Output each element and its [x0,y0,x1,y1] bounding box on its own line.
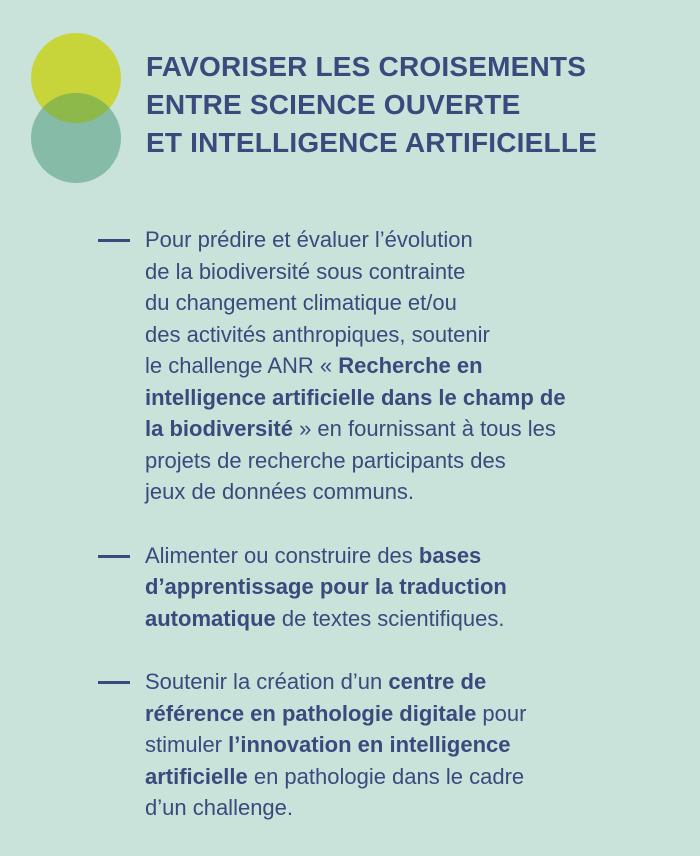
text-line [145,413,668,445]
text-segment: stimuler [145,732,229,757]
bold-segment: intelligence artificielle dans le champ de [145,384,566,410]
text-line [145,761,668,793]
bold-segment: centre de [388,669,487,694]
text-segment: pour [476,700,527,726]
dash-bullet-icon [98,555,130,558]
text-line: de la biodiversité sous contrainte [145,258,466,284]
title-line-2: ENTRE SCIENCE OUVERTE [146,89,521,120]
text-line: d’un challenge. [145,795,294,820]
list-item-translation [98,540,668,635]
dash-bullet-icon [98,681,130,684]
text-segment: Alimenter ou construire des [145,542,419,568]
text-line [145,382,668,414]
list-item-pathology [98,666,668,824]
title-line-3: ET INTELLIGENCE ARTIFICIELLE [146,127,598,158]
text-line [145,571,668,603]
list-item-biodiversity [98,224,668,508]
text-line [145,603,668,635]
text-line [145,666,668,698]
page-title [146,48,597,162]
bold-segment: automatique [145,605,276,631]
text-line: des activités anthropiques, soutenir [145,321,490,347]
text-segment: Soutenir la création d’un [145,669,389,694]
decorative-circles [31,33,126,183]
bold-segment: l’innovation en intelligence [228,732,511,757]
text-line: jeux de données communs. [145,479,415,504]
bold-segment: la biodiversité [145,416,293,441]
bold-segment: artificielle [145,763,248,789]
text-line [145,729,668,761]
text-line [145,540,668,572]
bold-segment: Recherche en [338,353,483,378]
text-line [145,698,668,730]
bold-segment: d’apprentissage pour la traduction [145,574,507,599]
dash-bullet-icon [98,239,130,242]
text-line: projets de recherche participants des [145,447,506,473]
text-line [145,350,668,382]
bold-segment: bases [418,542,482,568]
text-segment: de textes scientifiques. [275,605,505,631]
bullet-list [98,224,668,856]
bold-segment: référence en pathologie digitale [145,700,477,726]
text-line: Pour prédire et évaluer l’évolution [145,227,473,252]
text-segment: en pathologie dans le cadre [247,763,525,789]
text-line: du changement climatique et/ou [145,290,457,315]
text-segment: le challenge ANR « [145,353,339,378]
title-line-1: FAVORISER LES CROISEMENTS [146,51,587,82]
text-segment: » en fournissant à tous les [292,416,556,441]
